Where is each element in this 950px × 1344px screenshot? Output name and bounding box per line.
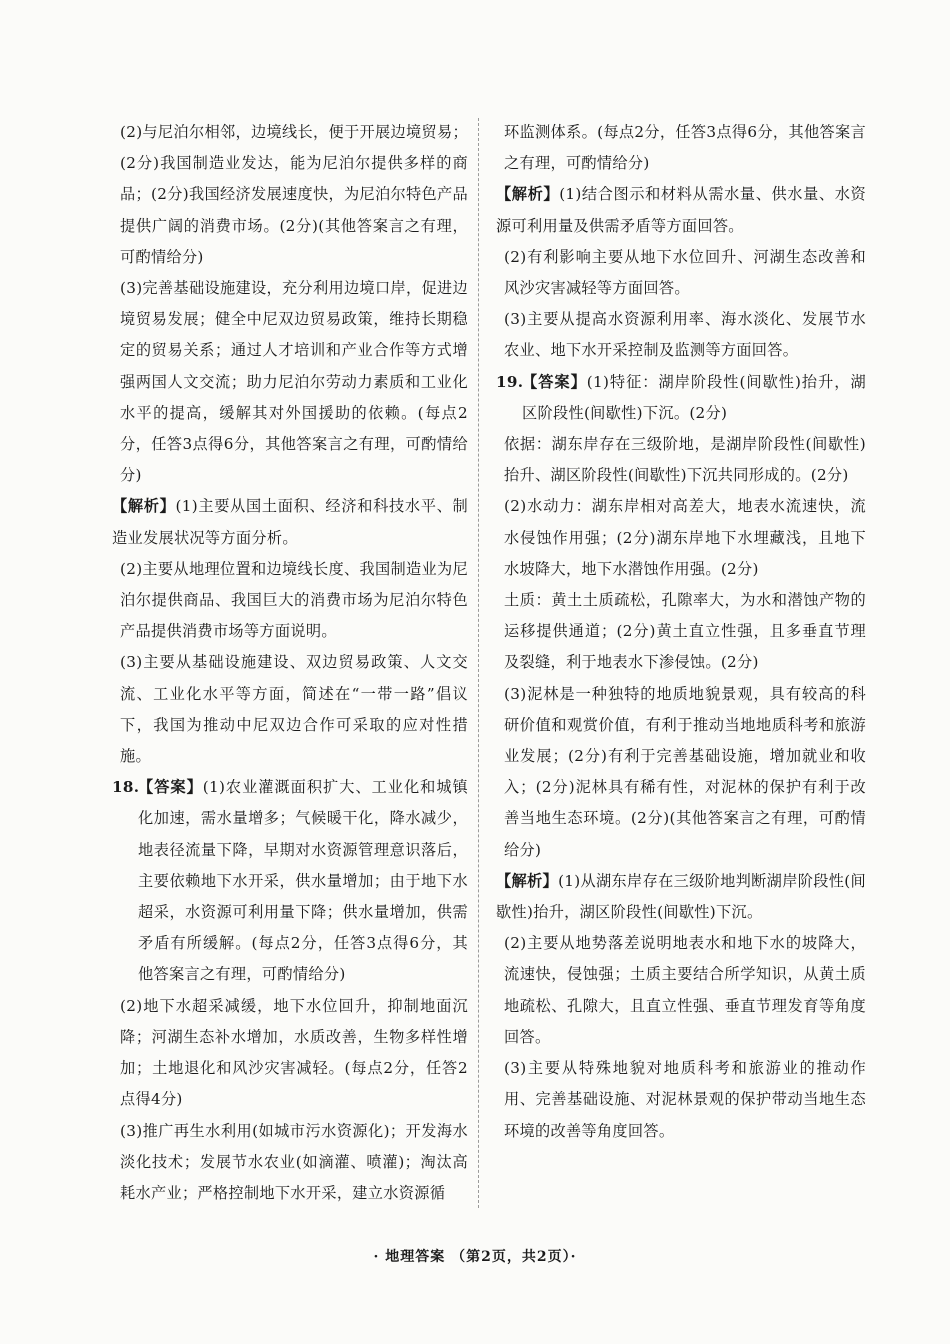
q17-analysis-part3: (3)主要从基础设施建设、双边贸易政策、人文交流、工业化水平等方面，简述在“一带一路”倡议下，我国为推动中尼双边合作可采取的应对性措施。 (120, 653, 468, 766)
answer-label: 【答案】 (138, 778, 203, 797)
analysis-label: 【解析】 (496, 185, 560, 204)
q19-analysis-part1-text: (1)从湖东岸存在三级阶地判断湖岸阶段性(间歇性)抬升，湖区阶段性(间歇性)下沉。 (496, 871, 866, 922)
q19-analysis-part1 (496, 866, 866, 928)
q18-analysis-part1 (496, 179, 866, 241)
answer-label: 【答案】 (522, 372, 587, 391)
left-column (112, 117, 468, 1209)
q19-answer-part2: (2)水动力：湖东岸相对高差大，地表水流速快，流水侵蚀作用强；(2分)湖东岸地下水埋藏浅，且地下水坡降大，地下水潜蚀作用强。(2分) (504, 497, 866, 578)
q18-analysis-part2: (2)有利影响主要从地下水位回升、河湖生态改善和风沙灾害减轻等方面回答。 (504, 247, 866, 298)
analysis-label: 【解析】 (112, 497, 176, 516)
q17-analysis-part1-text: (1)主要从国土面积、经济和科技水平、制造业发展状况等方面分析。 (112, 497, 469, 547)
q18-answer-part1-text: (1)农业灌溉面积扩大、工业化和城镇化加速，需水量增多；气候暖干化，降水减少，地表径流量下降，早期对水资源管理意识落后，主要依赖地下水开采，供水量增加；由于地下水超采，水资源可利用量下降；供水量增加，供需矛盾有所缓解。(每点2分，任答3点得6分，其他答案言之有理，可酌情给分) (138, 778, 469, 984)
page-footer: · 地理答案 （第2页，共2页）· (373, 1249, 577, 1265)
q17-answer-part3: (3)完善基础设施建设，充分利用边境口岸，促进边境贸易发展；健全中尼双边贸易政策，维持长期稳定的贸易关系；通过人才培训和产业合作等方式增强两国人文交流；助力尼泊尔劳动力素质和工业化水平的提高，缓解其对外国援助的依赖。(每点2分，任答3点得6分，其他答案言之有理，可酌情给分) (120, 279, 468, 485)
q19-analysis-part2: (2)主要从地势落差说明地表水和地下水的坡降大，流速快，侵蚀强；土质主要结合所学知识，从黄土质地疏松、孔隙大，且直立性强、垂直节理发育等角度回答。 (504, 934, 866, 1046)
question-number: 18. (112, 778, 140, 797)
q18-answer-part3: (3)推广再生水利用(如城市污水资源化)；开发海水淡化技术；发展节水农业(如滴灌、喷灌)；淘汰高耗水产业；严格控制地下水开采，建立水资源循 (120, 1121, 468, 1202)
q19-analysis-part3: (3)主要从特殊地貌对地质科考和旅游业的推动作用、完善基础设施、对泥林景观的保护带动当地生态环境的改善等角度回答。 (504, 1059, 866, 1140)
q19-answer-part1 (522, 367, 866, 429)
right-column (496, 117, 866, 1147)
q19-answer-part1-text: (1)特征：湖岸阶段性(间歇性)抬升，湖区阶段性(间歇性)下沉。(2分) (522, 372, 866, 422)
question-number: 19. (496, 372, 524, 391)
question-19 (496, 367, 866, 429)
q17-answer-part2: (2)与尼泊尔相邻，边境线长，便于开展边境贸易；(2分)我国制造业发达，能为尼泊尔提供多样的商品；(2分)我国经济发展速度快，为尼泊尔特色产品提供广阔的消费市场。(2分)(其他答案言之有理，可酌情给分) (120, 123, 468, 266)
q18-answer-part3-continued: 环监测体系。(每点2分，任答3点得6分，其他答案言之有理，可酌情给分) (504, 123, 866, 173)
analysis-label: 【解析】 (496, 871, 559, 890)
q17-analysis-part2: (2)主要从地理位置和边境线长度、我国制造业为尼泊尔提供商品、我国巨大的消费市场为尼泊尔特色产品提供消费市场等方面说明。 (120, 559, 468, 641)
q18-analysis-part1-text: (1)结合图示和材料从需水量、供水量、水资源可利用量及供需矛盾等方面回答。 (496, 185, 866, 235)
question-18 (112, 772, 468, 990)
q18-analysis-part3: (3)主要从提高水资源利用率、海水淡化、发展节水农业、地下水开采控制及监测等方面回答。 (504, 310, 866, 360)
q18-answer-part1 (138, 772, 468, 990)
q19-answer-basis: 依据：湖东岸存在三级阶地，是湖岸阶段性(间歇性)抬升、湖区阶段性(间歇性)下沉共同形成的。(2分) (504, 435, 866, 485)
q18-answer-part2: (2)地下水超采减缓，地下水位回升，抑制地面沉降；河湖生态补水增加，水质改善，生物多样性增加；土地退化和风沙灾害减轻。(每点2分，任答2点得4分) (120, 996, 468, 1109)
column-divider (478, 118, 479, 1208)
q17-analysis-part1 (112, 491, 468, 553)
q19-answer-part3: (3)泥林是一种独特的地质地貌景观，具有较高的科研价值和观赏价值，有利于推动当地地质科考和旅游业发展；(2分)有利于完善基础设施，增加就业和收入；(2分)泥林具有稀有性，对泥林的保护有利于改善当地生态环境。(2分)(其他答案言之有理，可酌情给分) (504, 684, 866, 859)
q19-answer-soil: 土质：黄土土质疏松，孔隙率大，为水和潜蚀产物的运移提供通道；(2分)黄土直立性强，且多垂直节理及裂缝，利于地表水下渗侵蚀。(2分) (504, 591, 866, 672)
